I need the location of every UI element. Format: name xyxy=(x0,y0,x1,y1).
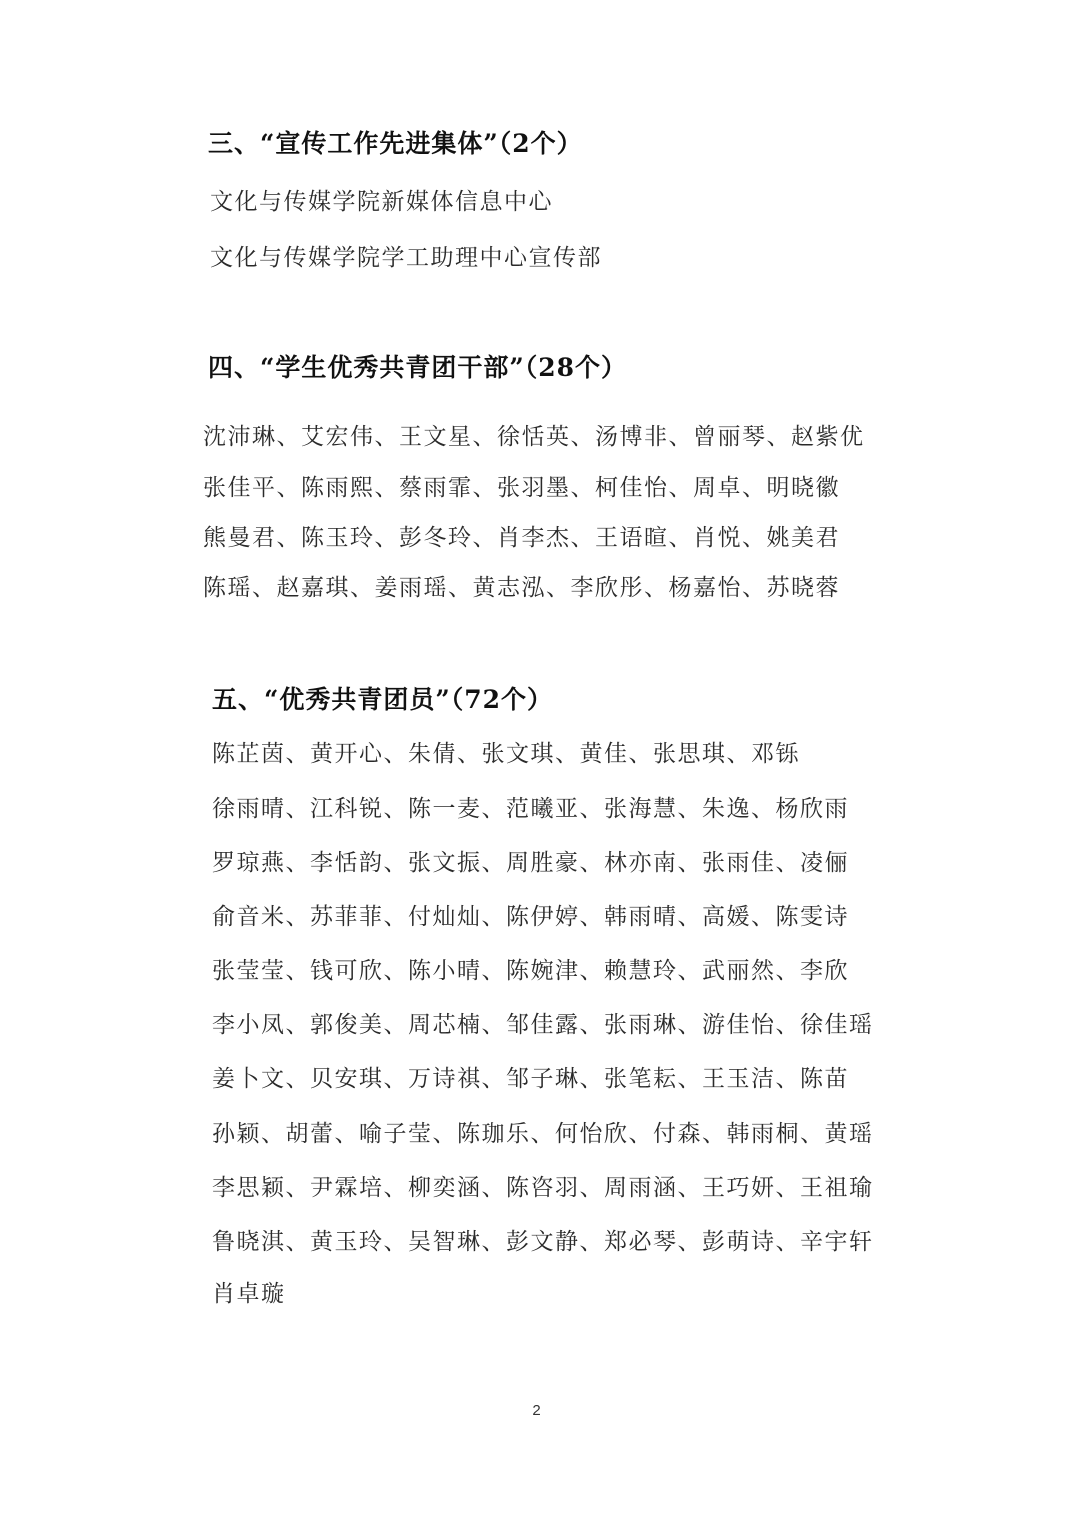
section-5-line: 罗琼燕、李恬韵、张文振、周胜豪、林亦南、张雨佳、凌俪 xyxy=(212,850,849,876)
section-3-line: 文化与传媒学院新媒体信息中心 xyxy=(210,189,553,215)
section-5-line: 李思颖、尹霖培、柳奕涵、陈咨羽、周雨涵、王巧妍、王祖瑜 xyxy=(212,1175,874,1201)
section-4-line: 张佳平、陈雨熙、蔡雨霏、张羽墨、柯佳怡、周卓、明晓徽 xyxy=(203,475,840,501)
section-5-line: 徐雨晴、江科锐、陈一麦、范曦亚、张海慧、朱逸、杨欣雨 xyxy=(212,796,849,822)
page-number: 2 xyxy=(532,1402,541,1419)
section-5-line: 俞音米、苏菲菲、付灿灿、陈伊婷、韩雨晴、高媛、陈雯诗 xyxy=(212,904,849,930)
section-5-line: 孙颖、胡蕾、喻子莹、陈珈乐、何怡欣、付森、韩雨桐、黄瑶 xyxy=(212,1121,874,1147)
section-5-heading: 五、“优秀共青团员”（72个） xyxy=(212,685,554,714)
section-4-line: 陈瑶、赵嘉琪、姜雨瑶、黄志泓、李欣彤、杨嘉怡、苏晓蓉 xyxy=(203,575,840,601)
section-4-heading: 四、“学生优秀共青团干部”（28个） xyxy=(208,353,628,382)
section-4-line: 熊曼君、陈玉玲、彭冬玲、肖李杰、王语暄、肖悦、姚美君 xyxy=(203,525,840,551)
section-5-line: 鲁晓淇、黄玉玲、吴智琳、彭文静、郑必琴、彭萌诗、辛宇轩 xyxy=(212,1229,874,1255)
section-5-line: 陈芷茵、黄开心、朱倩、张文琪、黄佳、张思琪、邓铄 xyxy=(212,741,800,767)
section-5-line: 李小凤、郭俊美、周芯楠、邹佳露、张雨琳、游佳怡、徐佳瑶 xyxy=(212,1012,874,1038)
section-5-line: 姜卜文、贝安琪、万诗祺、邹子琳、张笔耘、王玉洁、陈苗 xyxy=(212,1066,849,1092)
section-4-line: 沈沛琳、艾宏伟、王文星、徐恬英、汤博非、曾丽琴、赵紫优 xyxy=(203,424,865,450)
section-5-line: 张莹莹、钱可欣、陈小晴、陈婉津、赖慧玲、武丽然、李欣 xyxy=(212,958,849,984)
section-5-line: 肖卓璇 xyxy=(212,1281,286,1307)
section-3-heading: 三、“宣传工作先进集体”（2个） xyxy=(208,129,583,158)
section-3-line: 文化与传媒学院学工助理中心宣传部 xyxy=(210,245,602,271)
